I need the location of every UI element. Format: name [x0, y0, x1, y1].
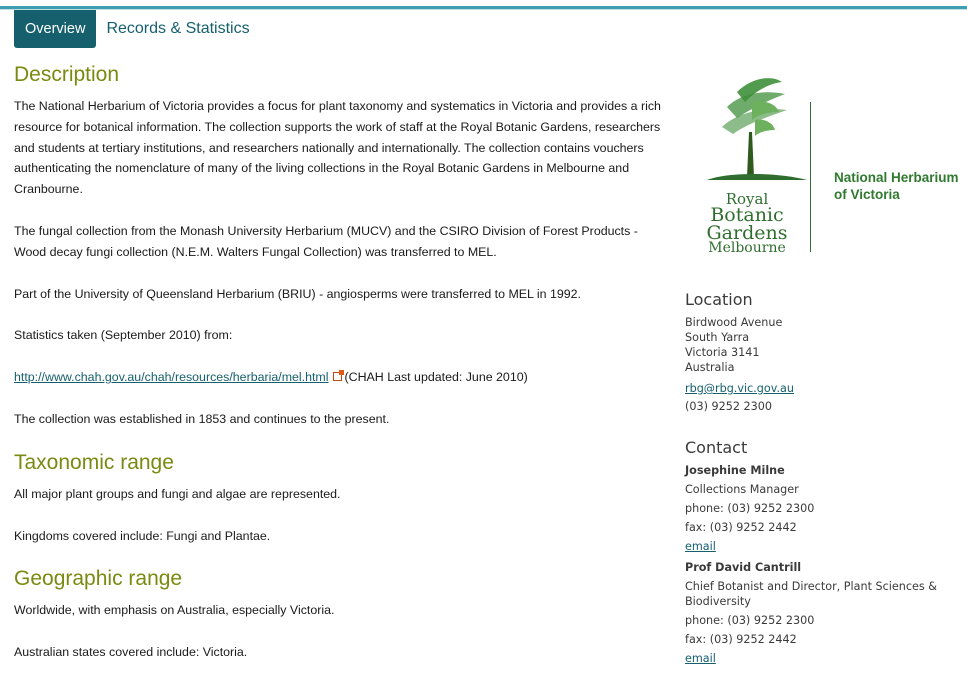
- contact-heading: Contact: [685, 438, 748, 457]
- address-line-4: Australia: [685, 361, 735, 374]
- rbg-logo: [697, 72, 967, 272]
- contact-fax: fax: (03) 9252 2442: [685, 633, 797, 646]
- description-para-1: The National Herbarium of Victoria provides a focus for plant taxonomy and systematics in Victoria and provides a rich resource for botanical information. The collection supports the work of staff at the Royal Botanic Gardens, researchers and students at tertiary institutions, and researchers nationally and internationally. The collection contains vouchers authenticating the nomenclature of many of the living collections in the Royal Botanic Gardens in Melbourne and Cranbourne.: [14, 99, 661, 197]
- location-heading: Location: [685, 290, 753, 309]
- address-line-1: Birdwood Avenue: [685, 316, 783, 329]
- logo-word-botanic: Botanic: [710, 204, 784, 226]
- contact-name: Josephine Milne: [685, 464, 785, 477]
- logo-name-line-1: National Herbarium: [834, 170, 959, 185]
- taxonomic-heading: Taxonomic range: [14, 450, 174, 474]
- description-para-3: Part of the University of Queensland Herbarium (BRIU) - angiosperms were transferred to MEL in 1992.: [14, 286, 581, 301]
- logo-divider: [810, 102, 811, 252]
- description-para-5: The collection was established in 1853 and continues to the present.: [14, 411, 390, 426]
- contact-name: Prof David Cantrill: [685, 561, 802, 574]
- tab-overview[interactable]: Overview: [14, 10, 96, 48]
- description-para-2: The fungal collection from the Monash University Herbarium (MUCV) and the CSIRO Division of Forest Products - Wood decay fungi collection (N.E.M. Walters Fungal Collection) was transferred to MEL.: [14, 223, 638, 259]
- tree-icon: [697, 72, 817, 182]
- external-link-icon: [333, 372, 342, 381]
- contact-email-link[interactable]: email: [685, 540, 716, 553]
- geographic-para-2: Australian states covered include: Victoria.: [14, 645, 248, 660]
- logo-name-line-2: of Victoria: [834, 187, 900, 202]
- location-phone: (03) 9252 2300: [685, 400, 773, 413]
- tab-bar: [14, 10, 260, 48]
- contact-person-2: [685, 560, 955, 666]
- description-link-para: [14, 367, 664, 388]
- address-line-3: Victoria 3141: [685, 346, 760, 359]
- location-section: [685, 290, 955, 414]
- contact-person-1: [685, 463, 955, 554]
- taxonomic-para-1: All major plant groups and fungi and algae are represented.: [14, 486, 341, 501]
- description-heading: Description: [14, 63, 120, 86]
- logo-herbarium-name: [834, 169, 959, 203]
- location-email-link[interactable]: rbg@rbg.vic.gov.au: [685, 382, 794, 395]
- contact-fax: fax: (03) 9252 2442: [685, 521, 797, 534]
- logo-word-royal: Royal: [725, 190, 769, 208]
- description-para-4: Statistics taken (September 2010) from:: [14, 328, 233, 343]
- address-line-2: South Yarra: [685, 331, 750, 344]
- contact-phone: phone: (03) 9252 2300: [685, 502, 815, 515]
- contact-role: Chief Botanist and Director, Plant Sciences & Biodiversity: [685, 580, 937, 608]
- chah-link[interactable]: http://www.chah.gov.au/chah/resources/herbaria/mel.html: [14, 370, 329, 385]
- chah-link-note: (CHAH Last updated: June 2010): [344, 370, 528, 385]
- taxonomic-para-2: Kingdoms covered include: Fungi and Plantae.: [14, 528, 271, 543]
- contact-email-link[interactable]: email: [685, 652, 716, 665]
- contact-phone: phone: (03) 9252 2300: [685, 614, 815, 627]
- contact-section: [685, 438, 955, 666]
- logo-word-melbourne: Melbourne: [708, 240, 786, 256]
- tab-records-statistics[interactable]: Records & Statistics: [106, 20, 250, 37]
- geographic-para-1: Worldwide, with emphasis on Australia, especially Victoria.: [14, 603, 335, 618]
- main-content: [14, 60, 664, 684]
- contact-role: Collections Manager: [685, 483, 799, 496]
- logo-word-gardens: Gardens: [706, 222, 788, 244]
- geographic-heading: Geographic range: [14, 567, 183, 591]
